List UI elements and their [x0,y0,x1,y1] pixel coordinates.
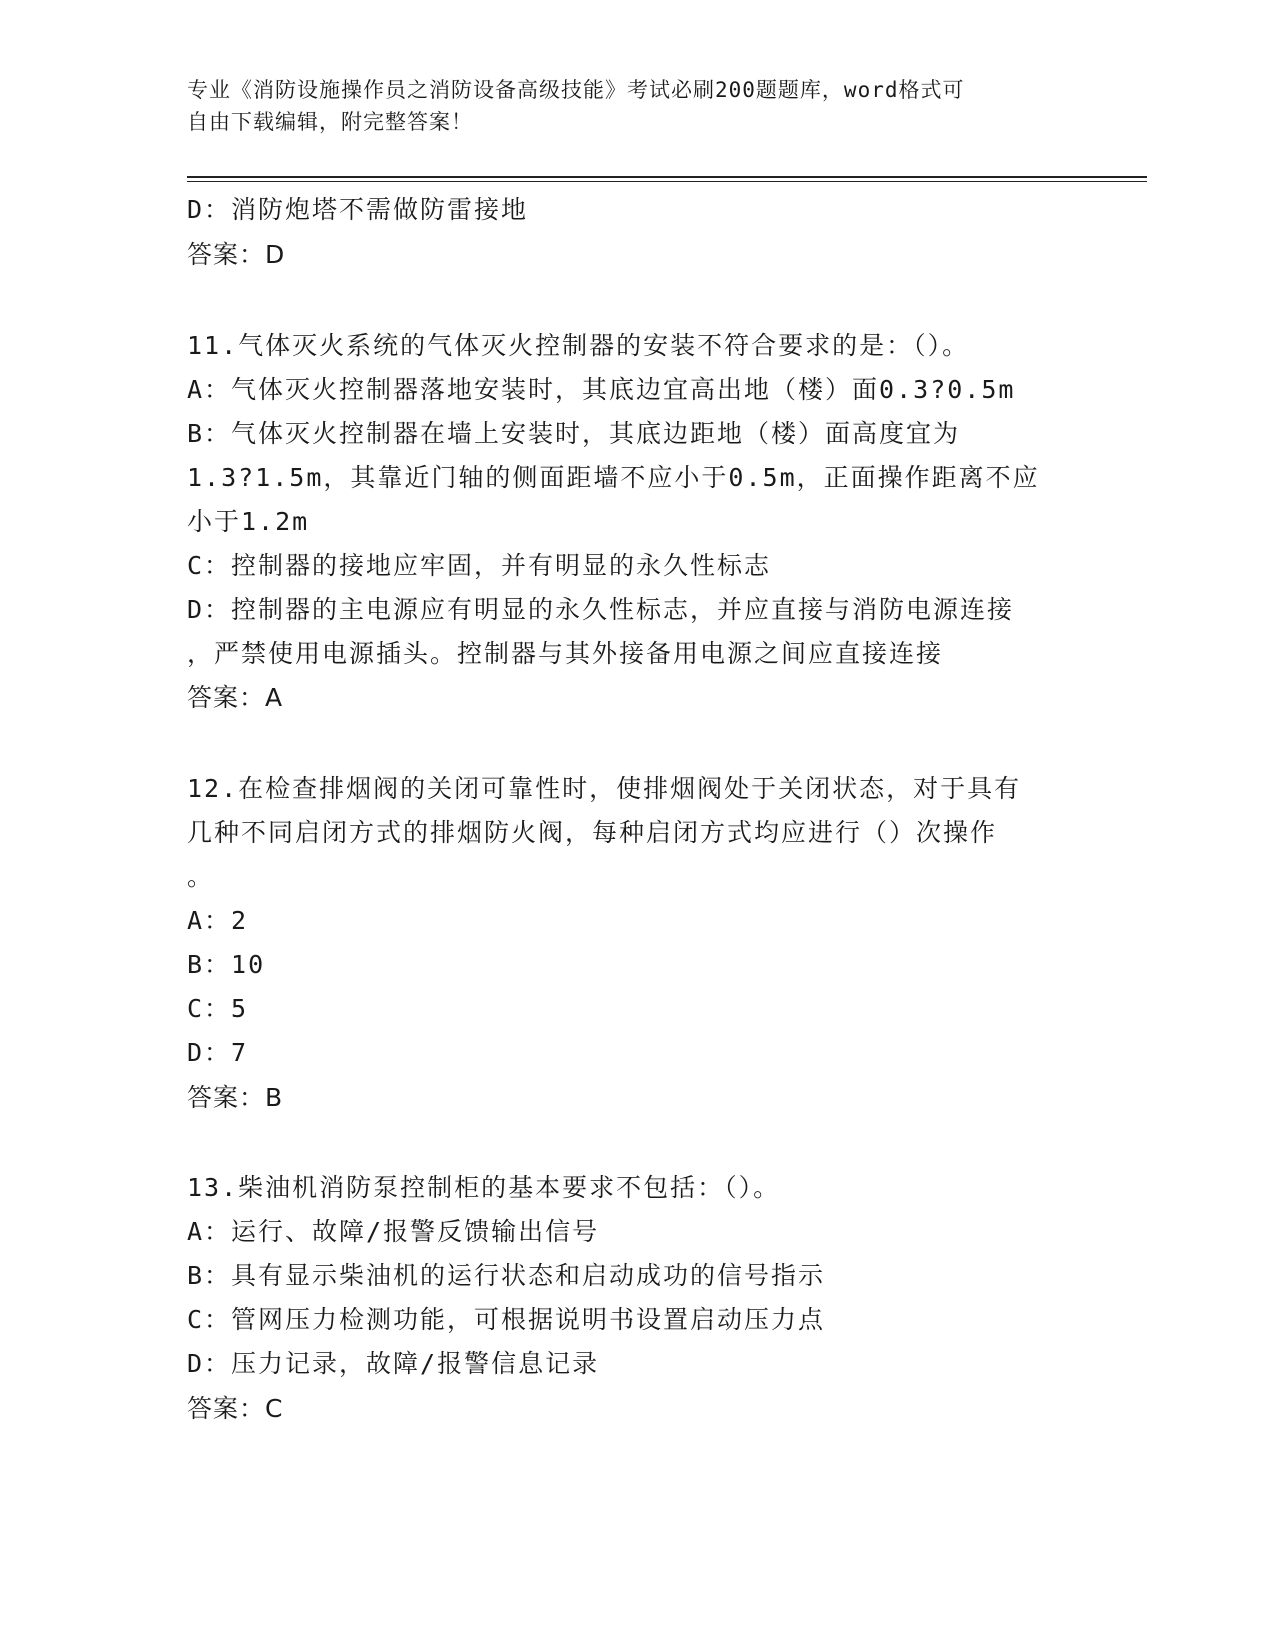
q10-answer: 答案：D [187,240,286,269]
q13-option-c: C：管网压力检测功能，可根据说明书设置启动压力点 [187,1305,826,1334]
document-header [187,74,1067,138]
q12-option-a: A：2 [187,906,249,935]
q12-answer: 答案：B [187,1083,284,1112]
q11-answer: 答案：A [187,683,284,712]
q11-option-a: A：气体灭火控制器落地安装时，其底边宜高出地（楼）面0.3?0.5m [187,375,1016,404]
header-line-2: 自由下载编辑，附完整答案！ [187,110,473,134]
header-divider-thick [187,176,1147,178]
q13-option-b: B：具有显示柴油机的运行状态和启动成功的信号指示 [187,1261,826,1290]
q12-stem-line2: 几种不同启闭方式的排烟防火阀，每种启闭方式均应进行（）次操作 [187,818,998,847]
q13-stem: 13.柴油机消防泵控制柜的基本要求不包括：（）。 [187,1173,781,1202]
q11-option-c: C：控制器的接地应牢固，并有明显的永久性标志 [187,551,772,580]
q13-option-a: A：运行、故障/报警反馈输出信号 [187,1217,600,1246]
q13-option-d: D：压力记录，故障/报警信息记录 [187,1349,600,1378]
q11-option-b-line3: 小于1.2m [187,507,310,536]
q11-option-b-line1: B：气体灭火控制器在墙上安装时，其底边距地（楼）面高度宜为 [187,419,961,448]
q11-option-d-line2: ，严禁使用电源插头。控制器与其外接备用电源之间应直接连接 [187,639,944,668]
q12-option-c: C：5 [187,994,249,1023]
q11-stem: 11.气体灭火系统的气体灭火控制器的安装不符合要求的是：（）。 [187,331,970,360]
header-line-1: 专业《消防设施操作员之消防设备高级技能》考试必刷200题题库，word格式可 [187,78,965,102]
q11-option-d-line1: D：控制器的主电源应有明显的永久性标志，并应直接与消防电源连接 [187,595,1015,624]
header-divider-thin [187,181,1147,182]
q12-option-d: D：7 [187,1038,249,1067]
q11-option-b-line2: 1.3?1.5m，其靠近门轴的侧面距墙不应小于0.5m，正面操作距离不应 [187,463,1040,492]
q12-stem-line3: 。 [187,862,215,891]
q12-option-b: B：10 [187,950,266,979]
q12-stem-line1: 12.在检查排烟阀的关闭可靠性时，使排烟阀处于关闭状态，对于具有 [187,774,1022,803]
q13-answer: 答案：C [187,1394,284,1423]
q10-option-d: D：消防炮塔不需做防雷接地 [187,195,529,224]
